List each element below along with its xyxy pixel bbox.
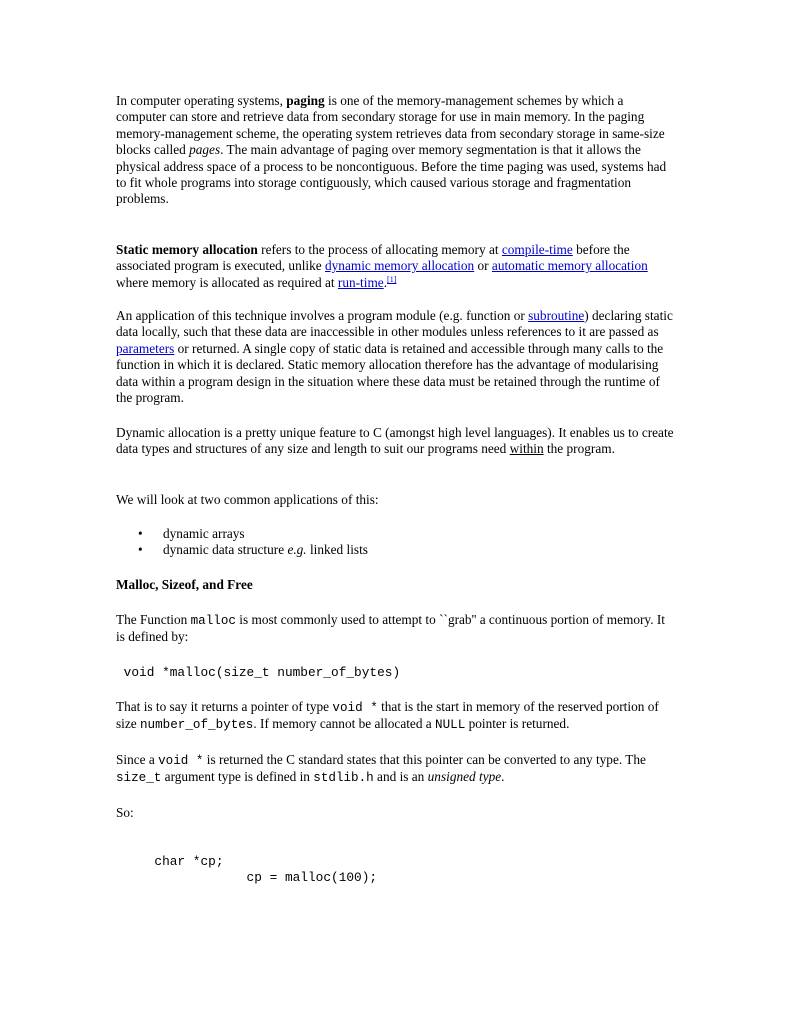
pages-term: pages — [189, 142, 221, 158]
text: That is to say it returns a pointer of type — [116, 699, 333, 714]
returns-paragraph — [116, 699, 676, 734]
code-line-1: char *cp; — [116, 854, 224, 869]
text: and is an — [373, 769, 428, 785]
reference-link[interactable]: [1] — [387, 274, 397, 284]
text: Dynamic allocation is a pretty unique feature to C (amongst high level languages). It enables us to create data types and structures of any size and length to suit our programs need — [116, 425, 674, 457]
bullet: • — [138, 542, 143, 558]
text: An application of this technique involves a program module (e.g. function or — [116, 308, 529, 323]
text: is one of the memory-management schemes by which a computer can store and retrieve data from secondary storage for use in main memory. In the paging memory-management scheme, the operating system retrieves data from secondary storage in same-size blocks called — [116, 93, 665, 158]
link-parameters[interactable]: parameters — [116, 340, 175, 356]
text: pointer is returned. — [465, 716, 570, 732]
text: where memory is allocated as required at — [116, 274, 338, 290]
list-item — [116, 542, 676, 558]
link-compile-time[interactable]: compile-time — [501, 242, 573, 257]
unsigned-type-italic: unsigned type — [427, 769, 502, 785]
bullet: • — [138, 526, 143, 541]
eg-italic: e.g. — [287, 542, 307, 558]
code-void-pointer: void * — [332, 701, 378, 715]
code-null: NULL — [435, 718, 466, 733]
list-item-text: dynamic arrays — [163, 526, 245, 541]
dynamic-allocation-paragraph — [116, 425, 676, 458]
code-size-t: size_t — [116, 771, 162, 786]
static-term: Static memory allocation — [116, 242, 258, 257]
paging-paragraph — [116, 93, 676, 208]
text: that is the start in memory of the reserved portion of size — [116, 699, 659, 732]
list-item-text: linked lists — [306, 542, 368, 558]
text: before the associated program is executed, unlike — [116, 242, 630, 274]
text: argument type is defined in — [161, 769, 314, 785]
look-paragraph: We will look at two common applications of this: — [116, 492, 379, 507]
link-subroutine[interactable]: subroutine — [528, 308, 585, 323]
text: . If memory cannot be allocated a — [253, 716, 436, 732]
text: . — [501, 769, 505, 785]
link-run-time[interactable]: run-time — [337, 274, 384, 290]
text: is returned the C standard states that this pointer can be converted to any type. The — [203, 752, 646, 767]
code-line-2: cp = malloc(100); — [116, 870, 378, 885]
list-item-text: dynamic data structure — [163, 542, 288, 558]
text: or — [474, 258, 492, 274]
text: ) declaring static data locally, such that these data are inaccessible in other modules unless references to it are passed as — [116, 308, 673, 340]
malloc-signature: void *malloc(size_t number_of_bytes) — [116, 665, 401, 680]
text: the program. — [543, 441, 615, 457]
text: In computer operating systems, — [116, 93, 287, 108]
code-number-of-bytes: number_of_bytes — [140, 718, 254, 733]
section-heading — [116, 577, 676, 593]
paging-term: paging — [286, 93, 325, 108]
code-stdlib-h: stdlib.h — [313, 771, 374, 786]
so-paragraph: So: — [116, 805, 134, 820]
text: The Function — [116, 612, 191, 627]
text: is most commonly used to attempt to ``grab'' a continuous portion of memory. It is defined by: — [116, 612, 665, 645]
text: . The main advantage of paging over memory segmentation is that it allows the physical address space of a process to be noncontiguous. Before the time paging was used, systems had to fit whole programs into storage contiguously, which caused various storage and fragmentation problems. — [116, 142, 667, 207]
malloc-intro-paragraph — [116, 612, 676, 646]
application-paragraph — [116, 308, 676, 406]
link-dynamic-memory-allocation[interactable]: dynamic memory allocation — [325, 258, 475, 274]
code-malloc: malloc — [190, 614, 236, 628]
code-void-pointer: void * — [158, 754, 204, 768]
link-automatic-memory-allocation[interactable]: automatic memory allocation — [491, 258, 648, 274]
since-paragraph — [116, 752, 676, 787]
static-allocation-paragraph — [116, 242, 676, 291]
text: Since a — [116, 752, 159, 767]
within-underlined: within — [509, 441, 544, 457]
text: or returned. A single copy of static data is retained and accessible through many calls to the function in which it is declared. Static memory allocation therefore has the advantage of modularising data within a program design in the situation where these data must be retained through the runtime of the program. — [116, 340, 664, 406]
text: refers to the process of allocating memory at — [257, 242, 502, 257]
heading-text: Malloc, Sizeof, and Free — [116, 577, 253, 592]
applications-list — [116, 526, 676, 559]
list-item — [116, 526, 676, 542]
text: . — [383, 274, 388, 290]
